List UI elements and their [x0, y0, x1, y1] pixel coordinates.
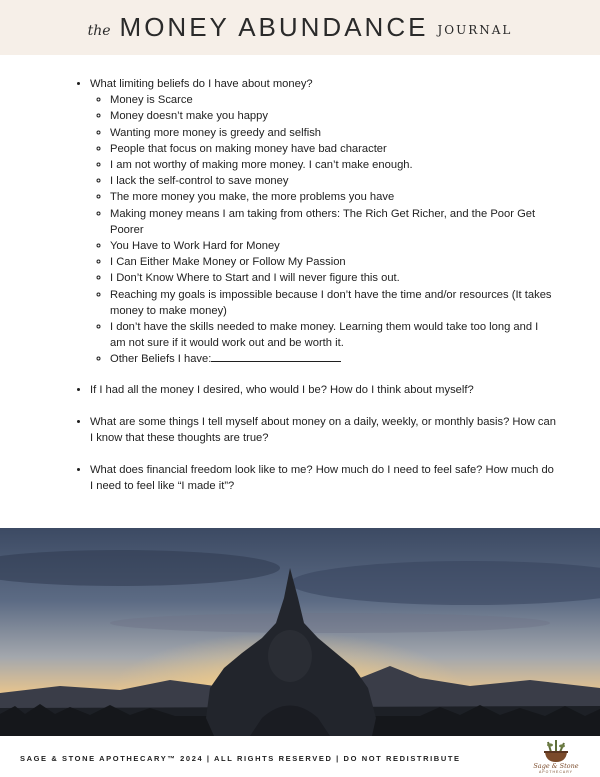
header-title: MONEY ABUNDANCE: [119, 12, 429, 42]
belief-item: ◦ I lack the self-control to save money: [110, 173, 556, 189]
question-text: What limiting beliefs do I have about money?: [90, 78, 313, 90]
page-footer: [0, 736, 600, 777]
question-limiting-beliefs: [90, 76, 556, 368]
question-ideal-self: • If I had all the money I desired, who would I be? How do I think about myself?: [90, 382, 556, 398]
belief-item: ◦ The more money you make, the more problems you have: [110, 189, 556, 205]
belief-item: ◦ Making money means I am taking from others: The Rich Get Richer, and the Poor Get Poorer: [110, 206, 556, 238]
journal-prompts: [76, 76, 556, 511]
question-list: [76, 76, 556, 495]
belief-item: ◦ I Don’t Know Where to Start and I will never figure this out.: [110, 270, 556, 286]
copyright-notice: SAGE & STONE APOTHECARY™ 2024 | ALL RIGHTS RESERVED | DO NOT REDISTRIBUTE: [20, 754, 461, 763]
sunset-photo-illustration: [0, 528, 600, 736]
belief-item: ◦ Reaching my goals is impossible because I don’t have the time and/or resources (It takes money to make money): [110, 287, 556, 319]
belief-item: ◦ I Can Either Make Money or Follow My Passion: [110, 254, 556, 270]
logo-wordmark: Sage & Stone: [533, 762, 579, 770]
header-suffix: JOURNAL: [437, 22, 513, 37]
mortar-herb-icon: [528, 738, 584, 764]
belief-item: ◦ Money doesn’t make you happy: [110, 108, 556, 124]
belief-item: ◦ Money is Scarce: [110, 92, 556, 108]
belief-list: [90, 92, 556, 367]
question-self-talk: • What are some things I tell myself about money on a daily, weekly, or monthly basis? How can I know that these thoughts are true?: [90, 414, 556, 446]
logo-subtext: APOTHECARY: [538, 770, 574, 774]
belief-item: ◦ I am not worthy of making more money. I can’t make enough.: [110, 157, 556, 173]
belief-item: ◦ Wanting more money is greedy and selfish: [110, 125, 556, 141]
page-header: [0, 0, 600, 55]
brand-logo: [528, 738, 584, 776]
belief-item: ◦ You Have to Work Hard for Money: [110, 238, 556, 254]
question-financial-freedom: • What does financial freedom look like to me? How much do I need to feel safe? How much do I need to feel like “I made it”?: [90, 462, 556, 494]
belief-item: ◦ I don’t have the skills needed to make money. Learning them would take too long and I am not sure if it would work out and be worth it.: [110, 319, 556, 351]
sunset-meditation-photo: [0, 528, 600, 736]
answer-blank-line[interactable]: [211, 351, 341, 362]
other-beliefs-item: [110, 351, 556, 367]
header-prefix: the: [87, 22, 111, 39]
belief-item: ◦ People that focus on making money have bad character: [110, 141, 556, 157]
other-beliefs-label: Other Beliefs I have:: [110, 353, 212, 366]
